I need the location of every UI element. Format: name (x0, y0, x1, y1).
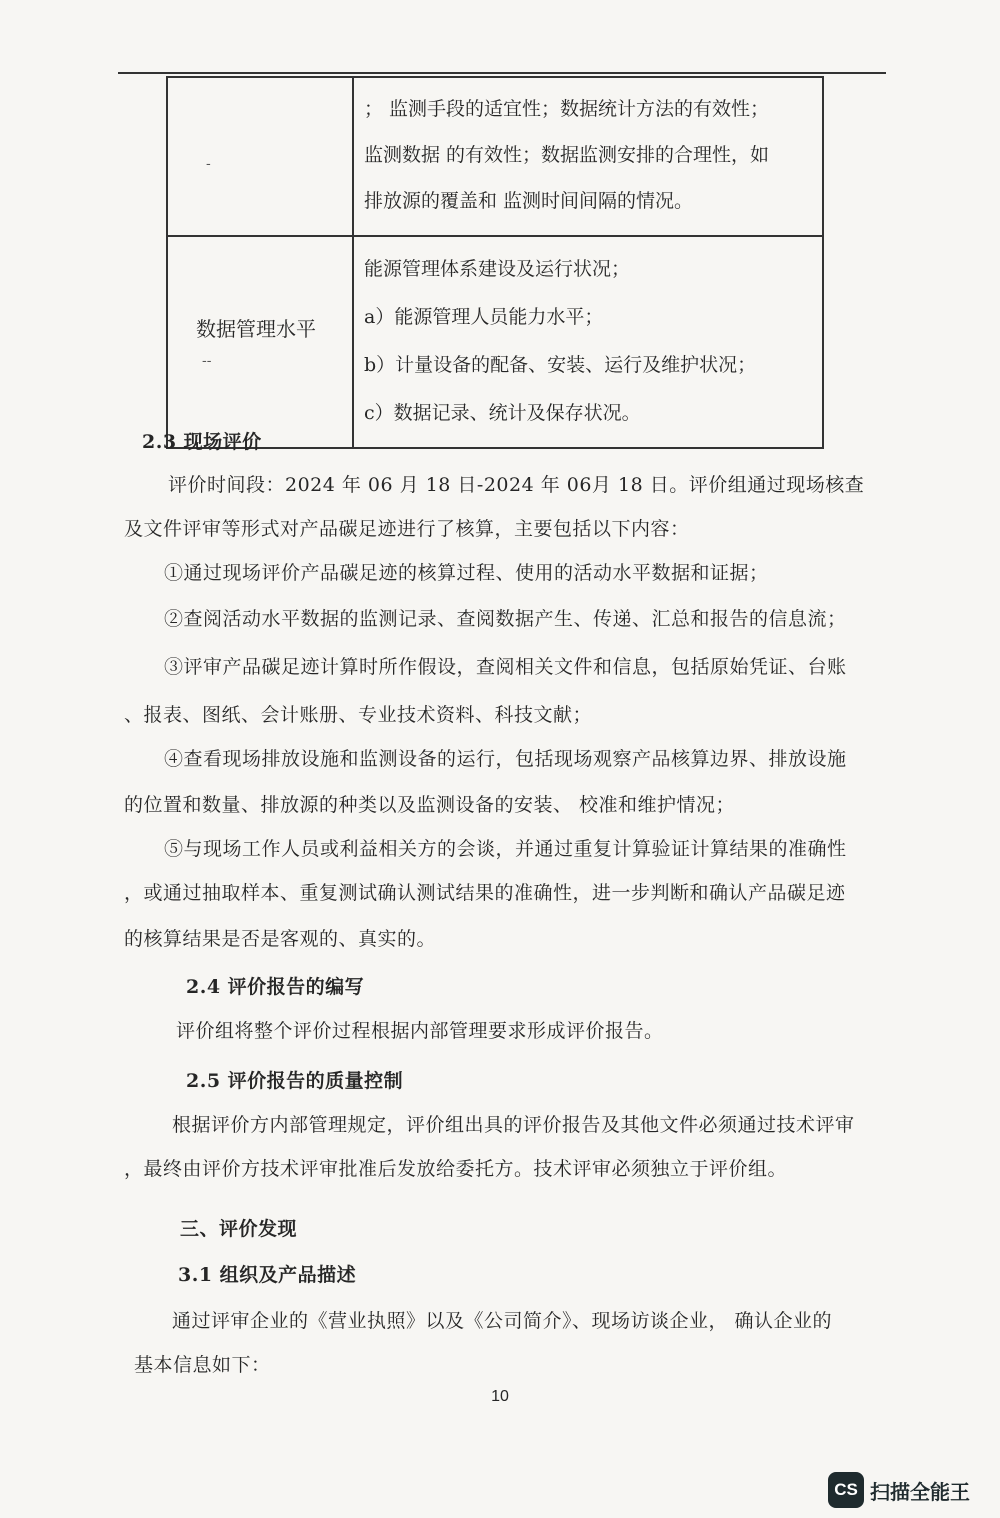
cell-mark: - (206, 156, 211, 172)
list-item: ④查看现场排放设施和监测设备的运行，包括现场观察产品核算边界、排放设施 (164, 748, 847, 770)
section-heading: 2.4 评价报告的编写 (186, 976, 365, 998)
list-item: ②查阅活动水平数据的监测记录、查阅数据产生、传递、汇总和报告的信息流； (164, 608, 847, 630)
list-item: 的位置和数量、排放源的种类以及监测设备的安装、 校准和维护情况； (124, 794, 736, 816)
cell-line: a）能源管理人员能力水平； (364, 306, 604, 328)
camscanner-logo-icon: CS (828, 1472, 864, 1508)
section-heading: 2.3 现场评价 (142, 431, 262, 453)
table-row (167, 77, 823, 236)
cell-line: 监测数据 的有效性；数据监测安排的合理性，如 (364, 144, 770, 166)
paragraph-line: 基本信息如下： (134, 1354, 271, 1376)
table-cell-right (353, 236, 823, 448)
scanner-watermark (828, 1470, 970, 1510)
paragraph-line: 及文件评审等形式对产品碳足迹进行了核算，主要包括以下内容： (124, 518, 690, 540)
cell-line: c）数据记录、统计及保存状况。 (364, 402, 641, 424)
list-item: 、报表、图纸、会计账册、专业技术资料、科技文献； (124, 704, 593, 726)
table-cell-right (353, 77, 823, 236)
list-item: ③评审产品碳足迹计算时所作假设，查阅相关文件和信息，包括原始凭证、台账 (164, 656, 847, 678)
paragraph-line: ，最终由评价方技术评审批准后发放给委托方。技术评审必须独立于评价组。 (124, 1158, 788, 1180)
table-row (167, 236, 823, 448)
paragraph-line: 评价组将整个评价过程根据内部管理要求形成评价报告。 (176, 1020, 664, 1042)
section-heading: 3.1 组织及产品描述 (178, 1264, 357, 1286)
watermark-text: 扫描全能王 (870, 1479, 970, 1504)
paragraph-line: 通过评审企业的《营业执照》以及《公司简介》、现场访谈企业， 确认企业的 (172, 1310, 833, 1332)
section-heading: 2.5 评价报告的质量控制 (186, 1070, 404, 1092)
chapter-heading: 三、评价发现 (180, 1218, 298, 1240)
top-rule (118, 72, 886, 74)
list-item: ①通过现场评价产品碳足迹的核算过程、使用的活动水平数据和证据； (164, 562, 769, 584)
list-item: ⑤与现场工作人员或利益相关方的会谈，并通过重复计算验证计算结果的准确性 (164, 838, 847, 860)
list-item: ，或通过抽取样本、重复测试确认测试结果的准确性，进一步判断和确认产品碳足迹 (124, 882, 846, 904)
cell-line: ； 监测手段的适宜性；数据统计方法的有效性； (364, 98, 770, 120)
table-cell-left (167, 77, 353, 236)
criteria-table (166, 76, 824, 449)
page-number: 10 (491, 1388, 509, 1405)
table-cell-left (167, 236, 353, 448)
paragraph-line: 根据评价方内部管理规定，评价组出具的评价报告及其他文件必须通过技术评审 (172, 1114, 855, 1136)
cell-line: 能源管理体系建设及运行状况； (364, 258, 631, 280)
cell-mark: -- (202, 353, 212, 369)
list-item: 的核算结果是否是客观的、真实的。 (124, 928, 437, 950)
paragraph-line: 评价时间段：2024 年 06 月 18 日-2024 年 06月 18 日。评价组通过现场核查 (168, 474, 865, 496)
row-label: 数据管理水平 (196, 317, 316, 341)
cell-line: b）计量设备的配备、安装、运行及维护状况； (364, 354, 757, 376)
cell-line: 排放源的覆盖和 监测时间间隔的情况。 (364, 190, 694, 212)
